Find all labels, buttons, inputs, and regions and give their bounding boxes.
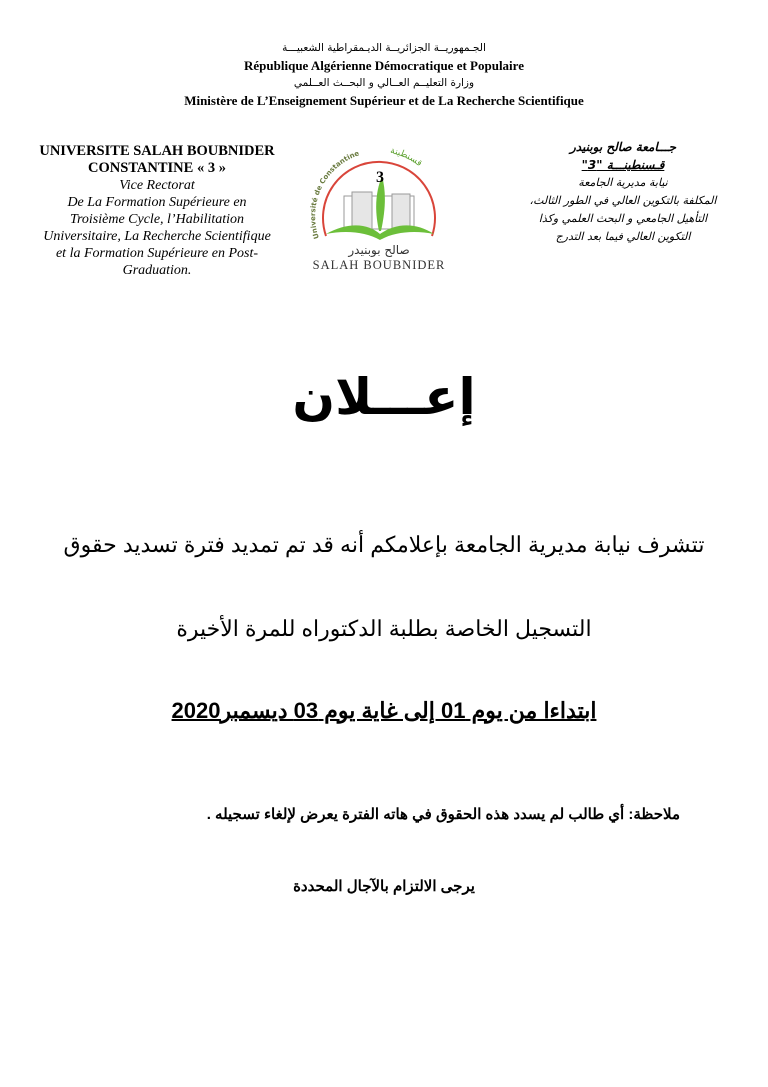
closing-remark: يرجى الالتزام بالآجال المحددة (293, 878, 475, 895)
logo-number: 3 (376, 169, 384, 186)
university-block-ar (498, 138, 748, 246)
logo-name-ar: صالح بوبنيدر (348, 243, 410, 257)
department-line: De La Formation Supérieure en (67, 195, 247, 210)
department-line-ar: المكلفة بالتكوين العالي في الطور الثالث، (529, 194, 717, 207)
department-line-ar: نيابة مديرية الجامعة (578, 176, 668, 189)
letterhead (0, 40, 768, 110)
department-line: Universitaire, La Recherche Scientifique (43, 229, 271, 244)
department-line: et la Formation Supérieure en Post- (55, 246, 259, 261)
announcement-line-1: تتشرف نيابة مديرية الجامعة بإعلامكم أنه قد تم تمديد فترة تسديد حقوق (63, 532, 705, 557)
university-city-ar: قـسنطينـــة "3" (581, 158, 665, 172)
announcement-title: إعـــلان (292, 368, 476, 426)
logo-name-fr: SALAH BOUBNIDER (312, 258, 446, 272)
announcement-note: ملاحظة: أي طالب لم يسدد هذه الحقوق في هاته الفترة يعرض لإلغاء تسجيله . (206, 806, 680, 823)
republic-name-fr: République Algérienne Démocratique et Populaire (244, 58, 524, 73)
republic-name-ar: الجـمهوريــة الجزائريــة الديـمقراطية الشعبيـــة (282, 42, 486, 54)
university-logo (304, 136, 454, 272)
department-line: Troisième Cycle, l’Habilitation (69, 212, 245, 227)
ministry-name-ar: وزارة التعليــم العــالي و البحــث العــلمي (293, 77, 475, 89)
ministry-name-fr: Ministère de L’Enseignement Supérieur et de La Recherche Scientifique (184, 93, 584, 108)
department-line: Vice Rectorat (119, 178, 195, 193)
university-city: CONSTANTINE « 3 » (88, 160, 226, 176)
announcement-line-2: التسجيل الخاصة بطلبة الدكتوراه للمرة الأخيرة (176, 616, 592, 641)
department-line-ar: التأهيل الجامعي و البحث العلمي وكذا (538, 212, 708, 225)
department-line: Graduation. (122, 263, 192, 278)
university-block-fr (18, 143, 296, 279)
university-name: UNIVERSITE SALAH BOUBNIDER (39, 143, 275, 159)
university-name-ar: جـــامعة صالح بوبنيدر (569, 140, 677, 154)
department-line-ar: التكوين العالي فيما بعد التدرج (555, 230, 691, 243)
announcement-date-range: ابتداءا من يوم 01 إلى غاية يوم 03 ديسمبر2020 (171, 698, 597, 723)
logo-arc-text-ar: قسنطينة (389, 146, 424, 169)
logo-arc-text: Université de Constantine (309, 149, 361, 240)
